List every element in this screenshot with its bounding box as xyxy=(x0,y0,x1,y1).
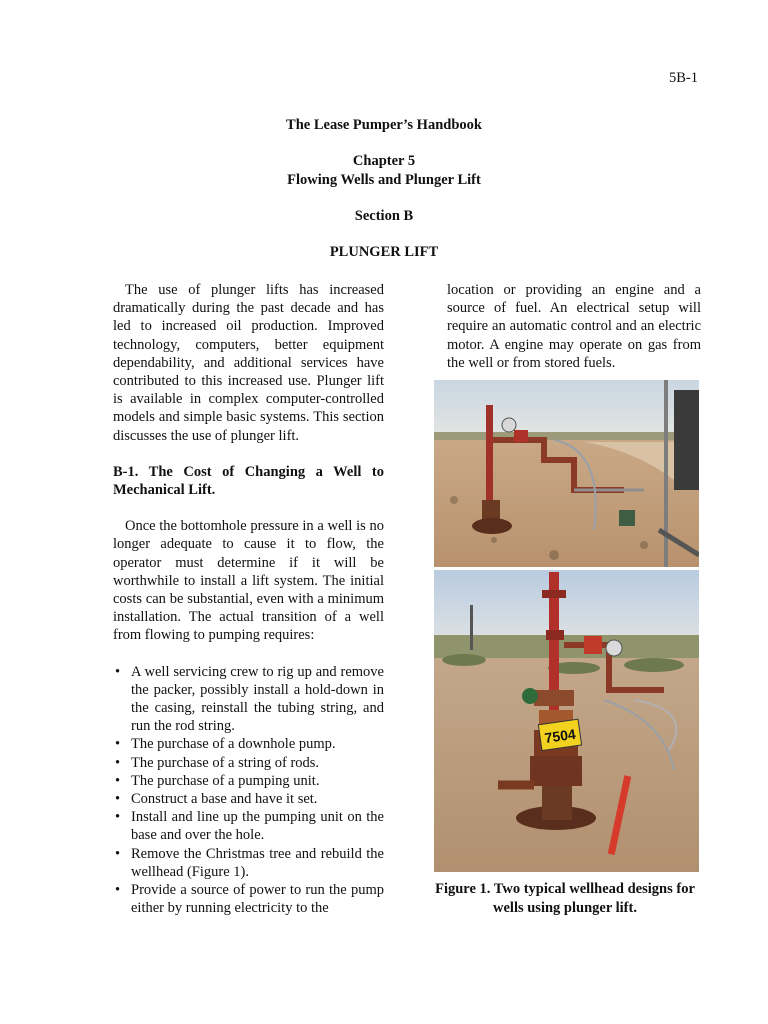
list-item: • A well servicing crew to rig up and remove the packer, possibly install a hold-down in the casing, reinstall the tubing string, and run the rod string. xyxy=(113,663,384,736)
well-tag: 7504 xyxy=(543,725,577,746)
list-item: • Construct a base and have it set. xyxy=(113,790,384,808)
list-item: • The purchase of a downhole pump. xyxy=(113,735,384,753)
list-item: • The purchase of a string of rods. xyxy=(113,754,384,772)
chapter-title: Flowing Wells and Plunger Lift xyxy=(287,172,481,188)
list-item: • Provide a source of power to run the pump either by running electricity to the xyxy=(113,881,384,917)
figure-caption: Figure 1. Two typical wellhead designs for wells using plunger lift. xyxy=(435,881,695,916)
list-item: • The purchase of a pumping unit. xyxy=(113,772,384,790)
left-column xyxy=(113,281,384,918)
continuation-paragraph: location or providing an engine and a source of fuel. An electrical setup will require an automatic control and an electric motor. A engine may operate on gas from the well or from stored fuels. xyxy=(447,282,701,371)
section-label: Section B xyxy=(354,208,414,224)
right-column xyxy=(447,281,701,372)
cost-paragraph: Once the bottomhole pressure in a well is no longer adequate to cause it to flow, the operator must determine if it will be worthwhile to install a lift system. The initial costs can be substantial, even with a minimum installation. The actual transition of a well from flowing to pumping requires: xyxy=(113,518,384,644)
list-item: • Install and line up the pumping unit on the base and over the hole. xyxy=(113,808,384,844)
page-number: 5B-1 xyxy=(669,70,698,86)
wellhead-photo-1 xyxy=(434,380,699,567)
book-title: The Lease Pumper’s Handbook xyxy=(286,117,482,133)
requirements-list xyxy=(113,663,384,918)
intro-paragraph: The use of plunger lifts has increased dramatically during the past decade and has led to increased oil production. Improved technology, computers, better equipment dependability, and additional services have contributed to this increased use. Plunger lift is available in complex computer-controlled models and simple basic systems. This section discusses the use of plunger lift. xyxy=(113,282,384,444)
subsection-heading: B-1. The Cost of Changing a Well to Mechanical Lift. xyxy=(113,463,384,499)
chapter-number: Chapter 5 xyxy=(352,153,416,169)
section-title: PLUNGER LIFT xyxy=(329,244,439,260)
list-item: • Remove the Christmas tree and rebuild the wellhead (Figure 1). xyxy=(113,845,384,881)
document-header xyxy=(0,116,768,262)
wellhead-photo-2 xyxy=(434,570,699,872)
